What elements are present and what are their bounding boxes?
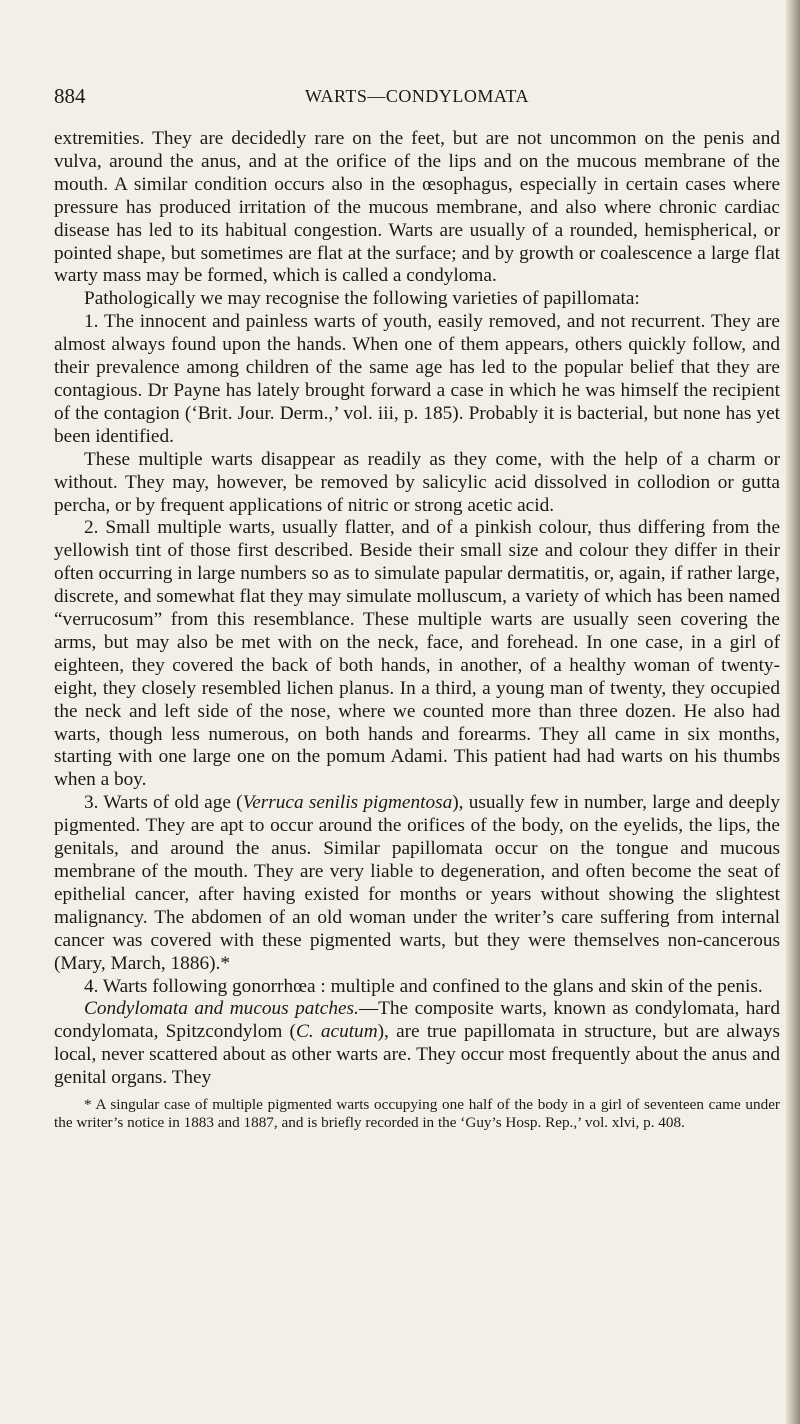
paragraph <box>54 288 780 311</box>
paragraph <box>54 449 780 518</box>
footnote <box>54 1096 780 1131</box>
paragraph-text: ), usually few in number, large and deeply pigmented. They are apt to occur around the orifices of the body, on the eyelids, the lips, the genitals, and around the anus. Similar papillomata occur on the tongue and mucous membrane of the mouth. They are very liable to degeneration, and often become the seat of epithelial cancer, after having existed for months or years without showing the slightest malignancy. The abdomen of an old woman under the writer’s care suffering from internal cancer was covered with these pigmented warts, but they were themselves non-cancerous (Mary, March, 1886).* <box>54 792 780 974</box>
paragraph-text: 4. Warts following gonorrhœa : multiple and confined to the glans and skin of the penis. <box>84 975 763 997</box>
paragraph-text: extremities. They are decidedly rare on the feet, but are not uncommon on the penis and vulva, around the anus, and at the orifice of the lips and on the mucous membrane of the mouth. A similar condition occurs also in the œsophagus, especially in certain cases where pressure has produced irritation of the mucous membrane, and also where chronic cardiac disease has led to its habitual congestion. Warts are usually of a rounded, hemispherical, or pointed shape, but sometimes are flat at the surface; and by growth or coalescence a large flat warty mass may be formed, which is called a condyloma. <box>54 128 780 287</box>
page-number: 884 <box>54 84 86 108</box>
page-header <box>54 84 780 114</box>
paragraph-text: Pathologically we may recognise the following varieties of papillomata: <box>84 288 640 310</box>
running-title: WARTS—CONDYLOMATA <box>305 86 529 106</box>
italic-text: C. acutum <box>295 1021 378 1043</box>
paragraph-text: ), are true papillomata in structure, but are always local, never scattered about as other warts are. They occur most frequently about the anus and genital organs. They <box>54 1021 781 1089</box>
paragraph <box>54 792 780 975</box>
paragraph-text: 1. The innocent and painless warts of youth, easily removed, and not recurrent. They are almost always found upon the hands. When one of them appears, others quickly follow, and their prevalence among children of the same age has led to the popular belief that they are contagious. Dr Payne has lately brought forward a case in which he was himself the recipient of the contagion (‘Brit. Jour. Derm.,’ vol. iii, p. 185). Probably it is bacterial, but none has yet been identified. <box>54 311 780 447</box>
paragraph <box>54 976 780 999</box>
paragraph-text: These multiple warts disappear as readily as they come, with the help of a charm or without. They may, however, be removed by salicylic acid dissolved in collodion or gutta percha, or by frequent applications of nitric or strong acetic acid. <box>54 448 780 516</box>
paragraph-text: 3. Warts of old age ( <box>84 792 243 814</box>
paragraph <box>54 311 780 448</box>
book-page <box>54 84 780 1131</box>
paragraph <box>54 517 780 792</box>
italic-text: Condylomata and mucous patches. <box>84 998 359 1020</box>
paragraph-text: 2. Small multiple warts, usually flatter, and of a pinkish colour, thus differing from the yellowish tint of those first described. Beside their small size and colour they differ in their often occurring in large numbers so as to simulate papular dermatitis, or, again, if rather large, discrete, and somewhat flat they may simulate molluscum, a variety of which has been named “verrucosum” from this resemblance. These multiple warts are usually seen covering the arms, but may also be met with on the neck, face, and forehead. In one case, in a girl of eighteen, they covered the back of both hands, in another, of a healthy woman of twenty-eight, they closely resembled lichen planus. In a third, a young man of twenty, they occupied the neck and left side of the nose, where we counted more than three dozen. He also had warts, though less numerous, on both hands and forearms. They all came in six months, starting with one large one on the pomum Adami. This patient had had warts on his thumbs when a boy. <box>54 517 780 791</box>
body-text <box>54 128 780 1090</box>
footnote-text: * A singular case of multiple pigmented warts occupying one half of the body in a girl of seventeen came under the writer’s notice in 1883 and 1887, and is briefly recorded in the ‘Guy’s Hosp. Rep.,’ vol. xlvi, p. 408. <box>54 1096 780 1131</box>
page-edge-shadow <box>786 0 800 1424</box>
paragraph-text: —The composite warts, known as condylomata, hard condylomata, Spitzcondylom ( <box>54 998 780 1043</box>
italic-text: Verruca senilis pigmentosa <box>242 792 453 814</box>
paragraph <box>54 998 780 1090</box>
paragraph <box>54 128 780 288</box>
